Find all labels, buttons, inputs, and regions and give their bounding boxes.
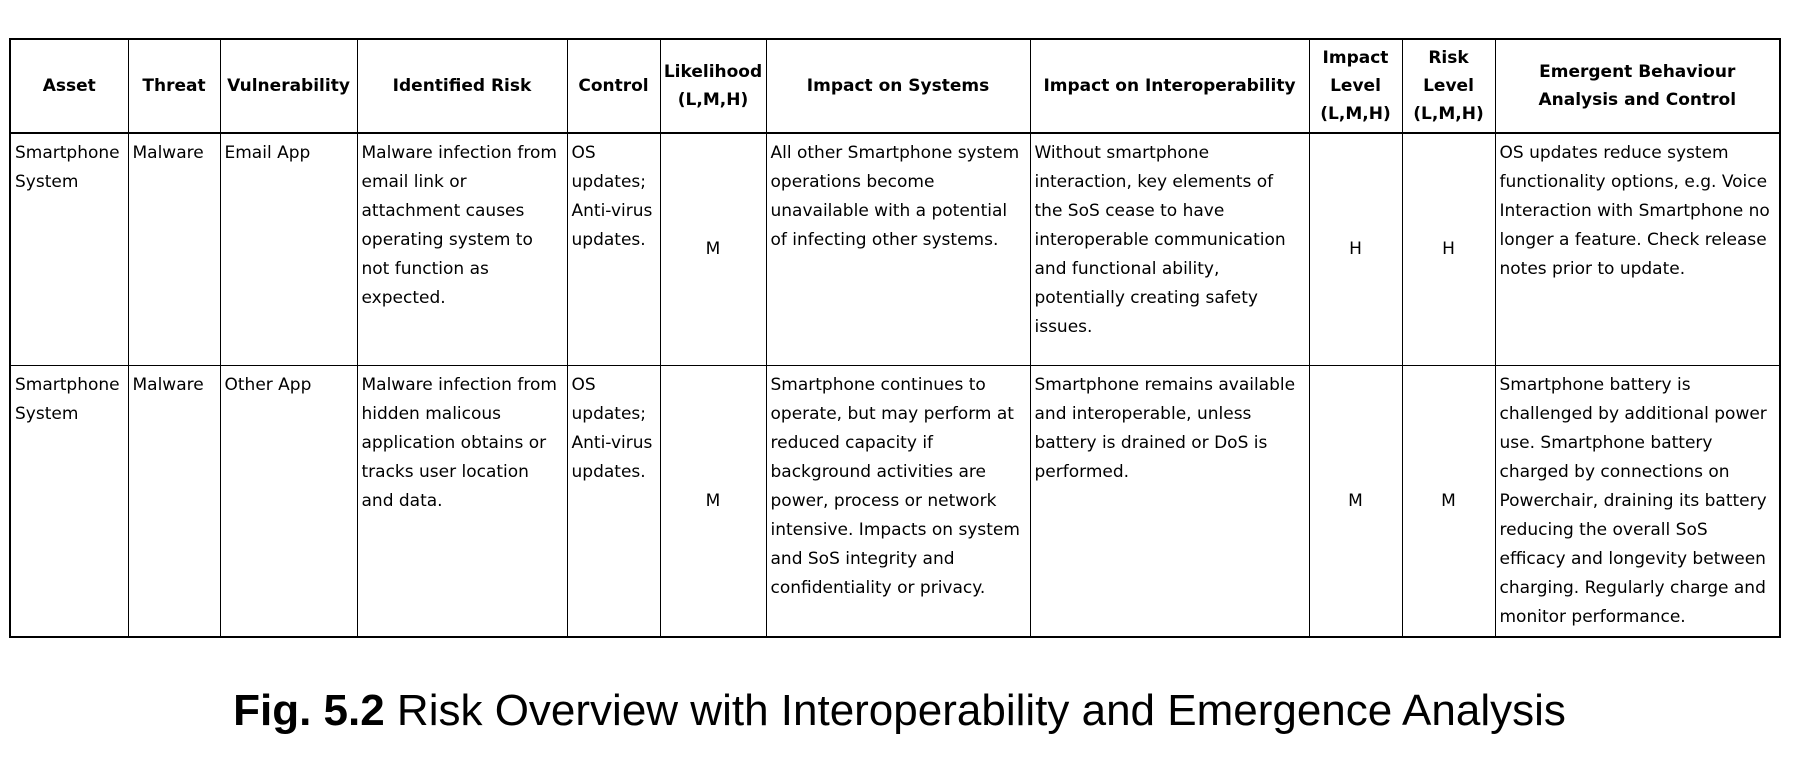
cell-control: OS updates; Anti-virus updates. bbox=[567, 365, 660, 637]
table-header-row bbox=[10, 39, 1780, 133]
figure-caption bbox=[0, 686, 1799, 736]
table-row bbox=[10, 133, 1780, 365]
cell-control: OS updates; Anti-virus updates. bbox=[567, 133, 660, 365]
cell-impact-level: H bbox=[1309, 133, 1402, 365]
cell-vulnerability: Email App bbox=[220, 133, 357, 365]
cell-identified-risk: Malware infection from hidden malicous application obtains or tracks user location and data. bbox=[357, 365, 567, 637]
cell-impact-level: M bbox=[1309, 365, 1402, 637]
header-identified-risk: Identified Risk bbox=[357, 39, 567, 133]
header-impact-on-interoperability: Impact on Interoperability bbox=[1030, 39, 1309, 133]
cell-emergent-behaviour: OS updates reduce system functionality options, e.g. Voice Interaction with Smartphone no longer a feature. Check release notes prior to update. bbox=[1495, 133, 1780, 365]
header-threat: Threat bbox=[128, 39, 220, 133]
header-control: Control bbox=[567, 39, 660, 133]
risk-table-container bbox=[9, 38, 1779, 638]
cell-threat: Malware bbox=[128, 133, 220, 365]
figure-label: Fig. 5.2 bbox=[233, 686, 385, 735]
cell-likelihood: M bbox=[660, 365, 766, 637]
cell-impact-on-interoperability: Smartphone remains available and interoperable, unless battery is drained or DoS is performed. bbox=[1030, 365, 1309, 637]
header-likelihood: Likelihood (L,M,H) bbox=[660, 39, 766, 133]
figure-caption-text: Risk Overview with Interoperability and Emergence Analysis bbox=[384, 686, 1566, 735]
cell-asset: Smartphone System bbox=[10, 133, 128, 365]
table-row bbox=[10, 365, 1780, 637]
header-emergent-behaviour: Emergent Behaviour Analysis and Control bbox=[1495, 39, 1780, 133]
cell-threat: Malware bbox=[128, 365, 220, 637]
cell-asset: Smartphone System bbox=[10, 365, 128, 637]
cell-impact-on-interoperability: Without smartphone interaction, key elements of the SoS cease to have interoperable communication and functional ability, potentially creating safety issues. bbox=[1030, 133, 1309, 365]
risk-overview-table bbox=[9, 38, 1781, 638]
header-vulnerability: Vulnerability bbox=[220, 39, 357, 133]
cell-vulnerability: Other App bbox=[220, 365, 357, 637]
header-impact-level: Impact Level (L,M,H) bbox=[1309, 39, 1402, 133]
cell-risk-level: M bbox=[1402, 365, 1495, 637]
header-impact-on-systems: Impact on Systems bbox=[766, 39, 1030, 133]
cell-identified-risk: Malware infection from email link or attachment causes operating system to not function as expected. bbox=[357, 133, 567, 365]
cell-emergent-behaviour: Smartphone battery is challenged by additional power use. Smartphone battery charged by connections on Powerchair, draining its battery reducing the overall SoS efficacy and longevity between charging. Regularly charge and monitor performance. bbox=[1495, 365, 1780, 637]
cell-risk-level: H bbox=[1402, 133, 1495, 365]
header-asset: Asset bbox=[10, 39, 128, 133]
cell-impact-on-systems: Smartphone continues to operate, but may perform at reduced capacity if background activities are power, process or network intensive. Impacts on system and SoS integrity and confidentiality or privacy. bbox=[766, 365, 1030, 637]
header-risk-level: Risk Level (L,M,H) bbox=[1402, 39, 1495, 133]
cell-likelihood: M bbox=[660, 133, 766, 365]
cell-impact-on-systems: All other Smartphone system operations become unavailable with a potential of infecting other systems. bbox=[766, 133, 1030, 365]
